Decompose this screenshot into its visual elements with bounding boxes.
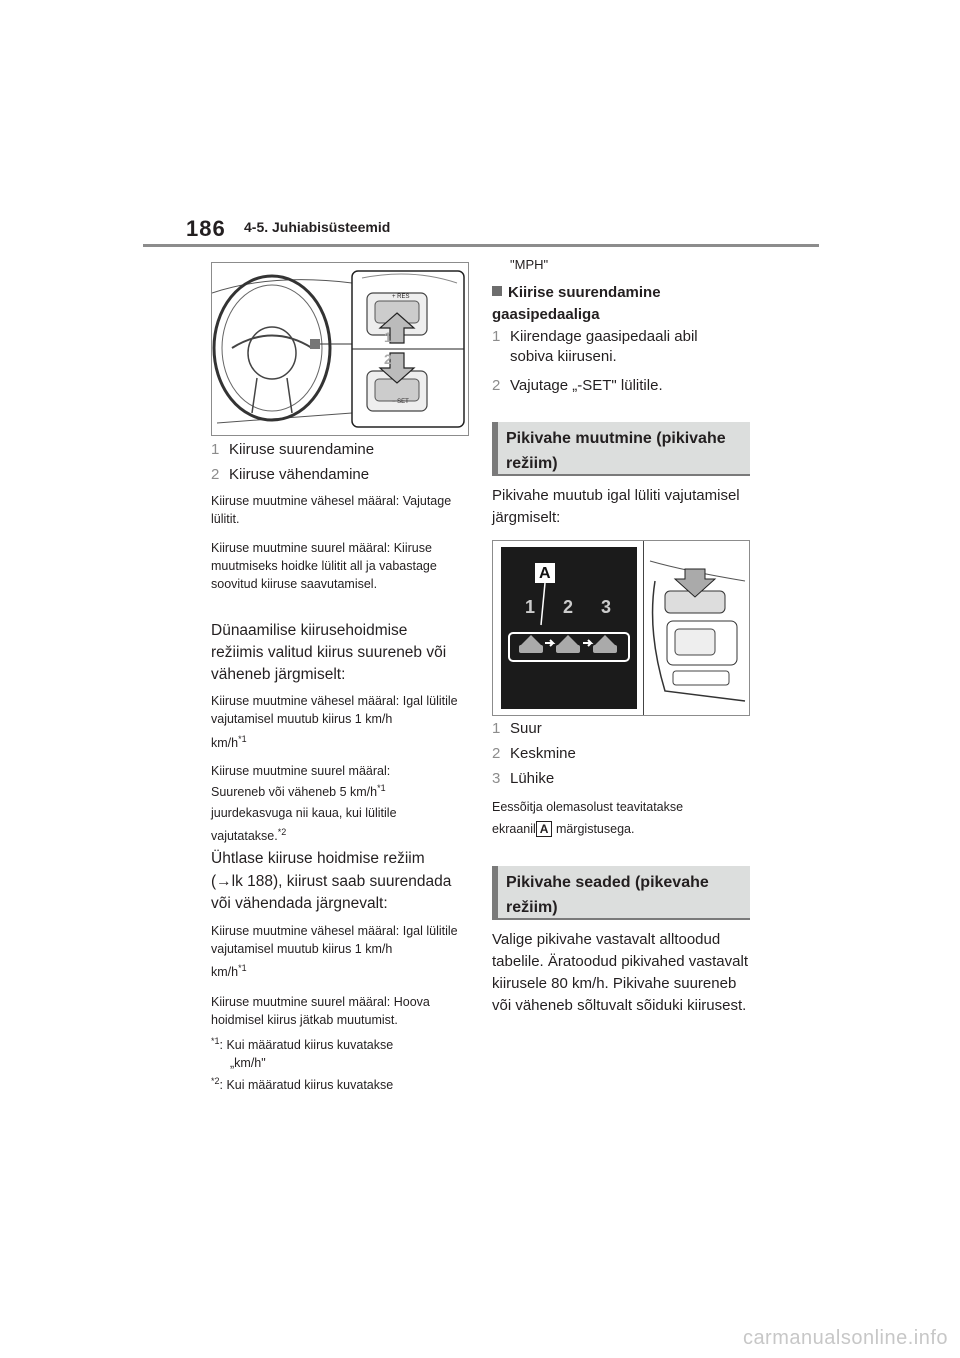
list-item: 1 Kiirendage gaasipedaali abil sobiva kiiruseni. [492, 328, 698, 365]
subheading: (→lk 188), kiirust saab suurendada [211, 873, 452, 890]
paragraph: Suureneb või väheneb 5 $km/h^{*1}$ [211, 782, 386, 799]
list-item: 3 Lühike [492, 770, 555, 787]
steering-wheel-illustration [212, 263, 468, 435]
figure-label-2: 2 [384, 351, 392, 367]
paragraph: juurdekasvuga nii kaua, kui lülitile [211, 806, 397, 820]
paragraph: Eessõitja olemasolust teavitatakse [492, 800, 684, 814]
paragraph: Kiiruse muutmine suurel määral: Hoova hoidmisel kiirus jätkab muutumist. [211, 995, 430, 1027]
paragraph: Kiiruse muutmine vähesel määral: Vajutage lülitit. [211, 494, 452, 526]
list-item: 1 Kiiruse suurendamine [211, 441, 375, 458]
distance-display-illustration [501, 547, 637, 709]
footnote: $^{*2}$: Kui määratud kiirus kuvatakse [211, 1075, 394, 1092]
section-box-title: Pikivahe seaded (pikevahe režiim) [492, 866, 750, 920]
marker-a-label: A [539, 565, 551, 582]
res-button-label: + RES [392, 294, 410, 300]
paragraph: Valige pikivahe vastavalt alltoodud tabelile. Äratoodud pikivahed vastavalt kiirusele 80 km/h. Pikivahe suureneb või väheneb sõltuvalt sõiduki kiirusest. [492, 931, 748, 1014]
subheading: Kiirise suurendamine gaasipedaaliga [492, 284, 661, 323]
distance-label-2: 2 [563, 597, 574, 617]
footnote: $^{*1}$: Kui määratud kiirus kuvatakse [211, 1035, 394, 1052]
steering-wheel-figure [211, 262, 469, 436]
section-box-title: Pikivahe muutmine (pikivahe režiim) [492, 422, 750, 476]
list-item: 2 Vajutage „-SET" lülitile. [492, 377, 663, 394]
paragraph: ekraanil A märgistusega. [492, 822, 635, 836]
subheading: Ühtlase kiiruse hoidmise režiim [211, 850, 425, 867]
footnote: „km/h" [230, 1056, 266, 1070]
list-item: 1 Suur [492, 720, 542, 737]
page-number: 186 [186, 216, 226, 241]
square-bullet-icon [492, 286, 502, 296]
paragraph: Kiiruse muutmine suurel määral: Kiiruse muutmiseks hoidke lülitit all ja vabastage soovitud kiiruse saavutamisel. [211, 541, 437, 591]
paragraph: $km/h^{*1}$ [211, 962, 247, 979]
paragraph: Pikivahe muutub igal lüliti vajutamisel järgmiselt: [492, 487, 740, 526]
paragraph: "MPH" [510, 257, 549, 272]
section-title: 4-5. Juhiabisüsteemid [244, 219, 391, 235]
distance-label-1: 1 [525, 597, 536, 617]
distance-button-illustration [645, 541, 749, 715]
paragraph: $km/h^{*1}$ [211, 733, 247, 750]
distance-figure [492, 540, 750, 716]
distance-label-3: 3 [601, 597, 612, 617]
header-rule [143, 244, 819, 247]
paragraph: Kiiruse muutmine vähesel määral: Igal lülitile vajutamisel muutub kiirus 1 km/h [211, 694, 458, 726]
watermark: carmanualsonline.info [742, 1327, 948, 1349]
subheading: Dünaamilise kiirusehoidmise režiimis valitud kiirus suureneb või väheneb järgmiselt: [211, 622, 447, 683]
subheading: või vähendada järgnevalt: [211, 895, 388, 912]
marker-a-box: A [536, 821, 553, 837]
paragraph: Kiiruse muutmine vähesel määral: Igal lülitile vajutamisel muutub kiirus 1 km/h [211, 924, 458, 956]
paragraph: vajutatakse.$^{*2}$ [211, 826, 287, 843]
figure-label-1: 1 [384, 329, 392, 345]
list-item: 2 Keskmine [492, 745, 576, 762]
set-button-label: − SET [392, 399, 409, 405]
paragraph: Kiiruse muutmine suurel määral: [211, 764, 391, 778]
list-item: 2 Kiiruse vähendamine [211, 466, 370, 483]
display-screen [501, 547, 637, 709]
